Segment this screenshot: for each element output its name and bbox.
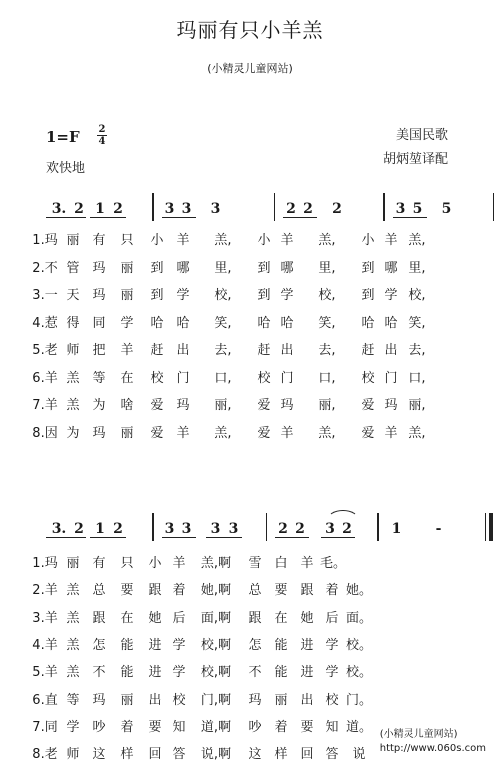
lyric-syllable: 为 bbox=[66, 425, 80, 441]
lyric-syllable: 到 bbox=[150, 260, 164, 276]
lyric-syllable: 玛 bbox=[248, 692, 262, 708]
lyric-syllable: 爱 bbox=[150, 398, 164, 413]
lyric-syllable: 在 bbox=[274, 610, 288, 626]
lyric-syllable: 说 bbox=[352, 747, 366, 763]
lyric-syllable: 能 bbox=[274, 637, 288, 653]
lyric-syllable: 哈 bbox=[280, 315, 294, 331]
watermark-site: (小精灵儿童网站) bbox=[379, 729, 458, 740]
measure bbox=[385, 201, 493, 221]
lyric-syllable: 要 bbox=[300, 719, 314, 735]
lyric-syllable: 赶 bbox=[361, 343, 375, 358]
lyric-syllable: 哪 bbox=[176, 260, 190, 276]
lyric-syllable: 学 bbox=[325, 637, 339, 653]
lyric-syllable: 里, bbox=[214, 260, 232, 276]
watermark bbox=[380, 728, 486, 756]
note: 1 bbox=[90, 201, 110, 218]
lyric-syllable: 这 bbox=[248, 747, 262, 763]
time-signature bbox=[96, 124, 108, 147]
lyric-syllable: 师 bbox=[66, 343, 80, 358]
lyric-syllable: 小 bbox=[150, 233, 164, 248]
lyric-syllable: 丽 bbox=[120, 288, 134, 303]
lyric-syllable: 等 bbox=[66, 692, 80, 708]
lyric-syllable: 出 bbox=[300, 692, 314, 708]
lyric-syllable: 到 bbox=[257, 260, 271, 276]
lyric-syllable: 赶 bbox=[257, 343, 271, 358]
lyric-syllable: 小 bbox=[257, 233, 271, 248]
lyric-syllable: 学 bbox=[176, 288, 190, 303]
lyric-syllable: 管 bbox=[66, 260, 80, 276]
lyric-syllable: 羊 bbox=[176, 233, 190, 248]
lyric-syllable: 校 bbox=[172, 692, 186, 708]
lyric-syllable: 校 bbox=[361, 370, 375, 386]
lyric-line bbox=[30, 552, 347, 571]
note: 2 bbox=[72, 201, 86, 218]
lyric-syllable: 2.不 bbox=[32, 260, 58, 276]
lyric-syllable: 羔 bbox=[66, 583, 80, 599]
lyric-syllable: 笑, bbox=[214, 315, 232, 331]
tempo-marking: 欢快地 bbox=[46, 161, 86, 176]
lyric-syllable: 总 bbox=[248, 583, 262, 599]
note: 2 bbox=[339, 521, 355, 538]
lyric-syllable: 羔, bbox=[214, 233, 232, 248]
lyric-syllable: 6.直 bbox=[32, 692, 58, 708]
lyric-syllable: 校, bbox=[318, 288, 336, 303]
lyric-syllable: 7.同 bbox=[32, 719, 58, 735]
lyric-syllable: 玛 bbox=[92, 260, 106, 276]
lyric-syllable: 样 bbox=[274, 747, 288, 763]
lyric-syllable: 羔 bbox=[66, 637, 80, 653]
lyric-syllable: 羊 bbox=[384, 233, 398, 248]
lyric-syllable: 门 bbox=[384, 370, 398, 386]
lyric-syllable: 吵 bbox=[248, 719, 262, 735]
lyric-syllable: 着 bbox=[274, 719, 288, 735]
lyric-syllable: 校。 bbox=[345, 637, 372, 653]
lyric-syllable: 3.一 bbox=[32, 288, 58, 303]
note: 3 bbox=[162, 201, 178, 218]
note: 1 bbox=[391, 521, 402, 537]
lyric-syllable: 羊 bbox=[176, 425, 190, 441]
lyric-line bbox=[30, 634, 374, 653]
meter-top: 2 bbox=[98, 124, 106, 135]
lyric-syllable: 门。 bbox=[345, 692, 372, 708]
lyric-syllable: 这 bbox=[92, 747, 106, 763]
lyric-syllable: 她 bbox=[300, 610, 314, 626]
lyric-syllable: 5.羊 bbox=[32, 665, 58, 681]
lyric-line bbox=[30, 312, 432, 331]
lyric-syllable: 有 bbox=[92, 233, 106, 248]
lyric-syllable: 4.羊 bbox=[32, 637, 58, 653]
lyric-syllable: 到 bbox=[361, 260, 375, 276]
watermark-url: http://www.060s.com bbox=[379, 743, 486, 754]
lyric-syllable: 校, bbox=[408, 288, 426, 303]
lyric-syllable: 8.因 bbox=[32, 425, 58, 441]
note: 2 bbox=[72, 521, 86, 538]
lyric-syllable: 到 bbox=[257, 288, 271, 303]
note: 3 bbox=[393, 201, 409, 218]
lyric-syllable: 校, bbox=[214, 288, 232, 303]
lyric-line bbox=[30, 229, 432, 248]
lyric-syllable: 后 bbox=[325, 610, 339, 626]
note: 2 bbox=[283, 201, 299, 218]
lyric-syllable: 丽 bbox=[120, 425, 134, 441]
measure bbox=[154, 521, 266, 541]
lyric-syllable: 羔 bbox=[66, 398, 80, 413]
lyric-syllable: 跟 bbox=[92, 610, 106, 626]
lyric-syllable: 在 bbox=[120, 370, 134, 386]
lyric-syllable: 答 bbox=[325, 747, 339, 763]
lyric-syllable: 校 bbox=[150, 370, 164, 386]
lyric-syllable: 道,啊 bbox=[200, 719, 232, 735]
lyric-syllable: 天 bbox=[66, 288, 80, 303]
translator-credit: 胡炳堃译配 bbox=[382, 152, 448, 167]
origin-credit: 美国民歌 bbox=[395, 128, 448, 143]
lyric-syllable: 要 bbox=[148, 719, 162, 735]
lyric-syllable: 知 bbox=[172, 719, 186, 735]
lyric-syllable: 羔 bbox=[66, 370, 80, 386]
lyric-syllable: 跟 bbox=[300, 583, 314, 599]
lyric-syllable: 笑, bbox=[408, 315, 426, 331]
lyric-syllable: 校。 bbox=[345, 665, 372, 681]
lyric-syllable: 进 bbox=[148, 637, 162, 653]
lyric-syllable: 去, bbox=[408, 343, 426, 358]
lyric-syllable: 里, bbox=[318, 260, 336, 276]
lyric-syllable: 跟 bbox=[248, 610, 262, 626]
lyric-syllable: 口, bbox=[408, 370, 426, 386]
lyric-syllable: 玛 bbox=[92, 692, 106, 708]
note: 2 bbox=[110, 521, 126, 538]
note: 1 bbox=[90, 521, 110, 538]
lyric-syllable: 3.羊 bbox=[32, 610, 58, 626]
lyric-syllable: 哈 bbox=[150, 315, 164, 331]
lyric-syllable: 丽 bbox=[120, 260, 134, 276]
lyric-syllable: 门,啊 bbox=[200, 692, 232, 708]
lyric-syllable: 怎 bbox=[248, 637, 262, 653]
lyric-syllable: 回 bbox=[300, 747, 314, 763]
lyric-syllable: 她 bbox=[148, 610, 162, 626]
lyric-syllable: 门 bbox=[176, 370, 190, 386]
lyric-syllable: 要 bbox=[274, 583, 288, 599]
note: 2 bbox=[291, 521, 309, 538]
lyric-syllable: 学 bbox=[280, 288, 294, 303]
lyric-syllable: 丽, bbox=[408, 398, 426, 413]
lyric-syllable: 校,啊 bbox=[200, 637, 232, 653]
lyric-syllable: 玛 bbox=[280, 398, 294, 413]
measure bbox=[154, 201, 274, 221]
lyric-syllable: 着 bbox=[325, 583, 339, 599]
lyric-syllable: 答 bbox=[172, 747, 186, 763]
lyric-syllable: 哈 bbox=[384, 315, 398, 331]
lyric-syllable: 小 bbox=[361, 233, 375, 248]
lyric-syllable: 玛 bbox=[92, 288, 106, 303]
note: 3. bbox=[46, 201, 72, 218]
note: 3 bbox=[226, 521, 242, 538]
lyric-line bbox=[30, 579, 374, 598]
lyric-syllable: 到 bbox=[150, 288, 164, 303]
system1-notes bbox=[46, 201, 494, 221]
lyric-syllable: 能 bbox=[274, 665, 288, 681]
note: 3 bbox=[178, 201, 196, 218]
lyric-line bbox=[30, 661, 374, 680]
meter-bottom: 4 bbox=[98, 136, 106, 147]
lyric-syllable: 着 bbox=[120, 719, 134, 735]
note: 5 bbox=[441, 201, 452, 217]
lyric-line bbox=[30, 422, 432, 441]
lyric-line bbox=[30, 284, 432, 303]
lyric-syllable: 7.羊 bbox=[32, 398, 58, 413]
lyric-syllable: 同 bbox=[92, 315, 106, 331]
lyric-syllable: 羔, bbox=[408, 233, 426, 248]
lyric-line bbox=[30, 394, 432, 413]
lyric-syllable: 玛 bbox=[92, 425, 106, 441]
lyric-syllable: 进 bbox=[148, 665, 162, 681]
lyric-syllable: 只 bbox=[120, 233, 134, 248]
lyric-syllable: 羔, bbox=[318, 425, 336, 441]
note: 2 bbox=[332, 201, 342, 217]
lyric-syllable: 去, bbox=[214, 343, 232, 358]
lyric-syllable: 能 bbox=[120, 637, 134, 653]
lyric-syllable: 校,啊 bbox=[200, 665, 232, 681]
lyric-syllable: 面。 bbox=[345, 610, 372, 626]
lyric-syllable: 爱 bbox=[257, 425, 271, 441]
lyric-syllable: 赶 bbox=[150, 343, 164, 358]
lyric-syllable: 羔, bbox=[408, 425, 426, 441]
lyric-syllable: 雪 bbox=[248, 556, 262, 571]
lyric-syllable: 哪 bbox=[384, 260, 398, 276]
lyric-syllable: 她。 bbox=[345, 583, 372, 599]
lyric-syllable: 能 bbox=[120, 665, 134, 681]
lyric-syllable: 总 bbox=[92, 583, 106, 599]
lyric-syllable: 怎 bbox=[92, 637, 106, 653]
lyric-syllable: 她,啊 bbox=[200, 583, 232, 599]
lyric-syllable: 学 bbox=[172, 665, 186, 681]
lyric-syllable: 小 bbox=[148, 556, 162, 571]
lyric-syllable: 啥 bbox=[120, 398, 134, 413]
lyric-line bbox=[30, 743, 374, 762]
lyric-syllable: 羊 bbox=[120, 343, 134, 358]
measure bbox=[275, 201, 383, 221]
lyric-syllable: 羊 bbox=[172, 556, 186, 571]
lyric-syllable: 只 bbox=[120, 556, 134, 571]
lyric-syllable: 学 bbox=[325, 665, 339, 681]
lyric-line bbox=[30, 716, 374, 735]
lyric-syllable: 样 bbox=[120, 747, 134, 763]
lyric-syllable: 回 bbox=[148, 747, 162, 763]
lyric-syllable: 师 bbox=[66, 747, 80, 763]
lyric-syllable: 进 bbox=[300, 665, 314, 681]
lyric-syllable: 为 bbox=[92, 398, 106, 413]
lyric-syllable: 6.羊 bbox=[32, 370, 58, 386]
lyric-syllable: 羔 bbox=[66, 610, 80, 626]
note-dash: - bbox=[435, 521, 442, 537]
lyric-line bbox=[30, 689, 374, 708]
lyric-syllable: 得 bbox=[66, 315, 80, 331]
key-signature: 1=F bbox=[46, 128, 80, 146]
system2-notes bbox=[46, 521, 493, 541]
lyric-syllable: 丽 bbox=[66, 556, 80, 571]
lyric-syllable: 哪 bbox=[280, 260, 294, 276]
slur-mark bbox=[327, 510, 359, 520]
lyric-syllable: 说,啊 bbox=[200, 747, 232, 763]
lyric-syllable: 学 bbox=[120, 315, 134, 331]
lyric-syllable: 有 bbox=[92, 556, 106, 571]
lyric-syllable: 道。 bbox=[345, 719, 372, 735]
lyric-line bbox=[30, 339, 432, 358]
lyric-syllable: 2.羊 bbox=[32, 583, 58, 599]
measure bbox=[46, 201, 152, 221]
lyric-syllable: 哈 bbox=[361, 315, 375, 331]
lyric-syllable: 校 bbox=[257, 370, 271, 386]
lyric-syllable: 1.玛 bbox=[32, 556, 58, 571]
lyric-syllable: 爱 bbox=[257, 398, 271, 413]
measure bbox=[379, 521, 477, 541]
lyric-syllable: 羊 bbox=[384, 425, 398, 441]
note: 3 bbox=[178, 521, 196, 538]
lyric-syllable: 把 bbox=[92, 343, 106, 358]
note: 2 bbox=[299, 201, 317, 218]
lyric-syllable: 羔, bbox=[214, 425, 232, 441]
lyric-syllable: 口, bbox=[318, 370, 336, 386]
source-label: (小精灵儿童网站) bbox=[207, 62, 293, 75]
lyric-syllable: 毛。 bbox=[320, 556, 347, 571]
barline bbox=[493, 193, 495, 221]
lyric-syllable: 吵 bbox=[92, 719, 106, 735]
lyric-syllable: 不 bbox=[92, 665, 106, 681]
lyric-syllable: 丽 bbox=[66, 233, 80, 248]
note: 2 bbox=[275, 521, 291, 538]
lyric-syllable: 玛 bbox=[384, 398, 398, 413]
note: 3 bbox=[162, 521, 178, 538]
lyric-syllable: 玛 bbox=[176, 398, 190, 413]
note: 2 bbox=[110, 201, 126, 218]
note: 3. bbox=[46, 521, 72, 538]
lyric-line bbox=[30, 367, 432, 386]
lyric-syllable: 哈 bbox=[176, 315, 190, 331]
measure bbox=[267, 521, 377, 541]
lyric-syllable: 1.玛 bbox=[32, 233, 58, 248]
lyric-syllable: 出 bbox=[176, 343, 190, 358]
lyric-line bbox=[30, 607, 374, 626]
lyric-line bbox=[30, 257, 432, 276]
lyric-syllable: 学 bbox=[384, 288, 398, 303]
lyric-syllable: 要 bbox=[120, 583, 134, 599]
lyric-syllable: 着 bbox=[172, 583, 186, 599]
lyric-syllable: 白 bbox=[274, 556, 288, 571]
lyric-syllable: 后 bbox=[172, 610, 186, 626]
lyric-syllable: 在 bbox=[120, 610, 134, 626]
lyric-syllable: 进 bbox=[300, 637, 314, 653]
lyric-syllable: 丽 bbox=[274, 692, 288, 708]
lyric-syllable: 门 bbox=[280, 370, 294, 386]
lyric-syllable: 羊 bbox=[280, 233, 294, 248]
final-barline bbox=[485, 513, 493, 541]
lyric-syllable: 丽 bbox=[120, 692, 134, 708]
lyric-syllable: 学 bbox=[66, 719, 80, 735]
lyric-syllable: 里, bbox=[408, 260, 426, 276]
lyric-syllable: 羔 bbox=[66, 665, 80, 681]
lyric-syllable: 学 bbox=[172, 637, 186, 653]
lyric-syllable: 5.老 bbox=[32, 343, 58, 358]
lyric-syllable: 哈 bbox=[257, 315, 271, 331]
lyric-syllable: 8.老 bbox=[32, 747, 58, 763]
song-title: 玛丽有只小羊羔 bbox=[176, 18, 324, 42]
note: 3 bbox=[206, 521, 226, 538]
lyric-syllable: 出 bbox=[280, 343, 294, 358]
lyric-syllable: 笑, bbox=[318, 315, 336, 331]
lyric-syllable: 不 bbox=[248, 665, 262, 681]
lyric-syllable: 爱 bbox=[150, 425, 164, 441]
lyric-syllable: 知 bbox=[325, 719, 339, 735]
lyric-syllable: 跟 bbox=[148, 583, 162, 599]
lyric-syllable: 4.惹 bbox=[32, 315, 58, 331]
lyric-syllable: 出 bbox=[384, 343, 398, 358]
lyric-syllable: 校 bbox=[325, 692, 339, 708]
lyric-syllable: 羊 bbox=[280, 425, 294, 441]
lyric-syllable: 等 bbox=[92, 370, 106, 386]
lyric-syllable: 出 bbox=[148, 692, 162, 708]
lyric-syllable: 羊 bbox=[300, 556, 314, 571]
lyric-syllable: 爱 bbox=[361, 425, 375, 441]
lyric-syllable: 去, bbox=[318, 343, 336, 358]
measure bbox=[46, 521, 152, 541]
note: 5 bbox=[409, 201, 427, 218]
lyric-syllable: 爱 bbox=[361, 398, 375, 413]
lyric-syllable: 面,啊 bbox=[200, 610, 232, 626]
lyric-syllable: 羔,啊 bbox=[200, 556, 232, 571]
lyric-syllable: 羔, bbox=[318, 233, 336, 248]
note: 3 bbox=[321, 521, 339, 538]
lyric-syllable: 口, bbox=[214, 370, 232, 386]
lyric-syllable: 丽, bbox=[318, 398, 336, 413]
lyric-syllable: 到 bbox=[361, 288, 375, 303]
lyric-syllable: 丽, bbox=[214, 398, 232, 413]
note: 3 bbox=[210, 201, 221, 217]
